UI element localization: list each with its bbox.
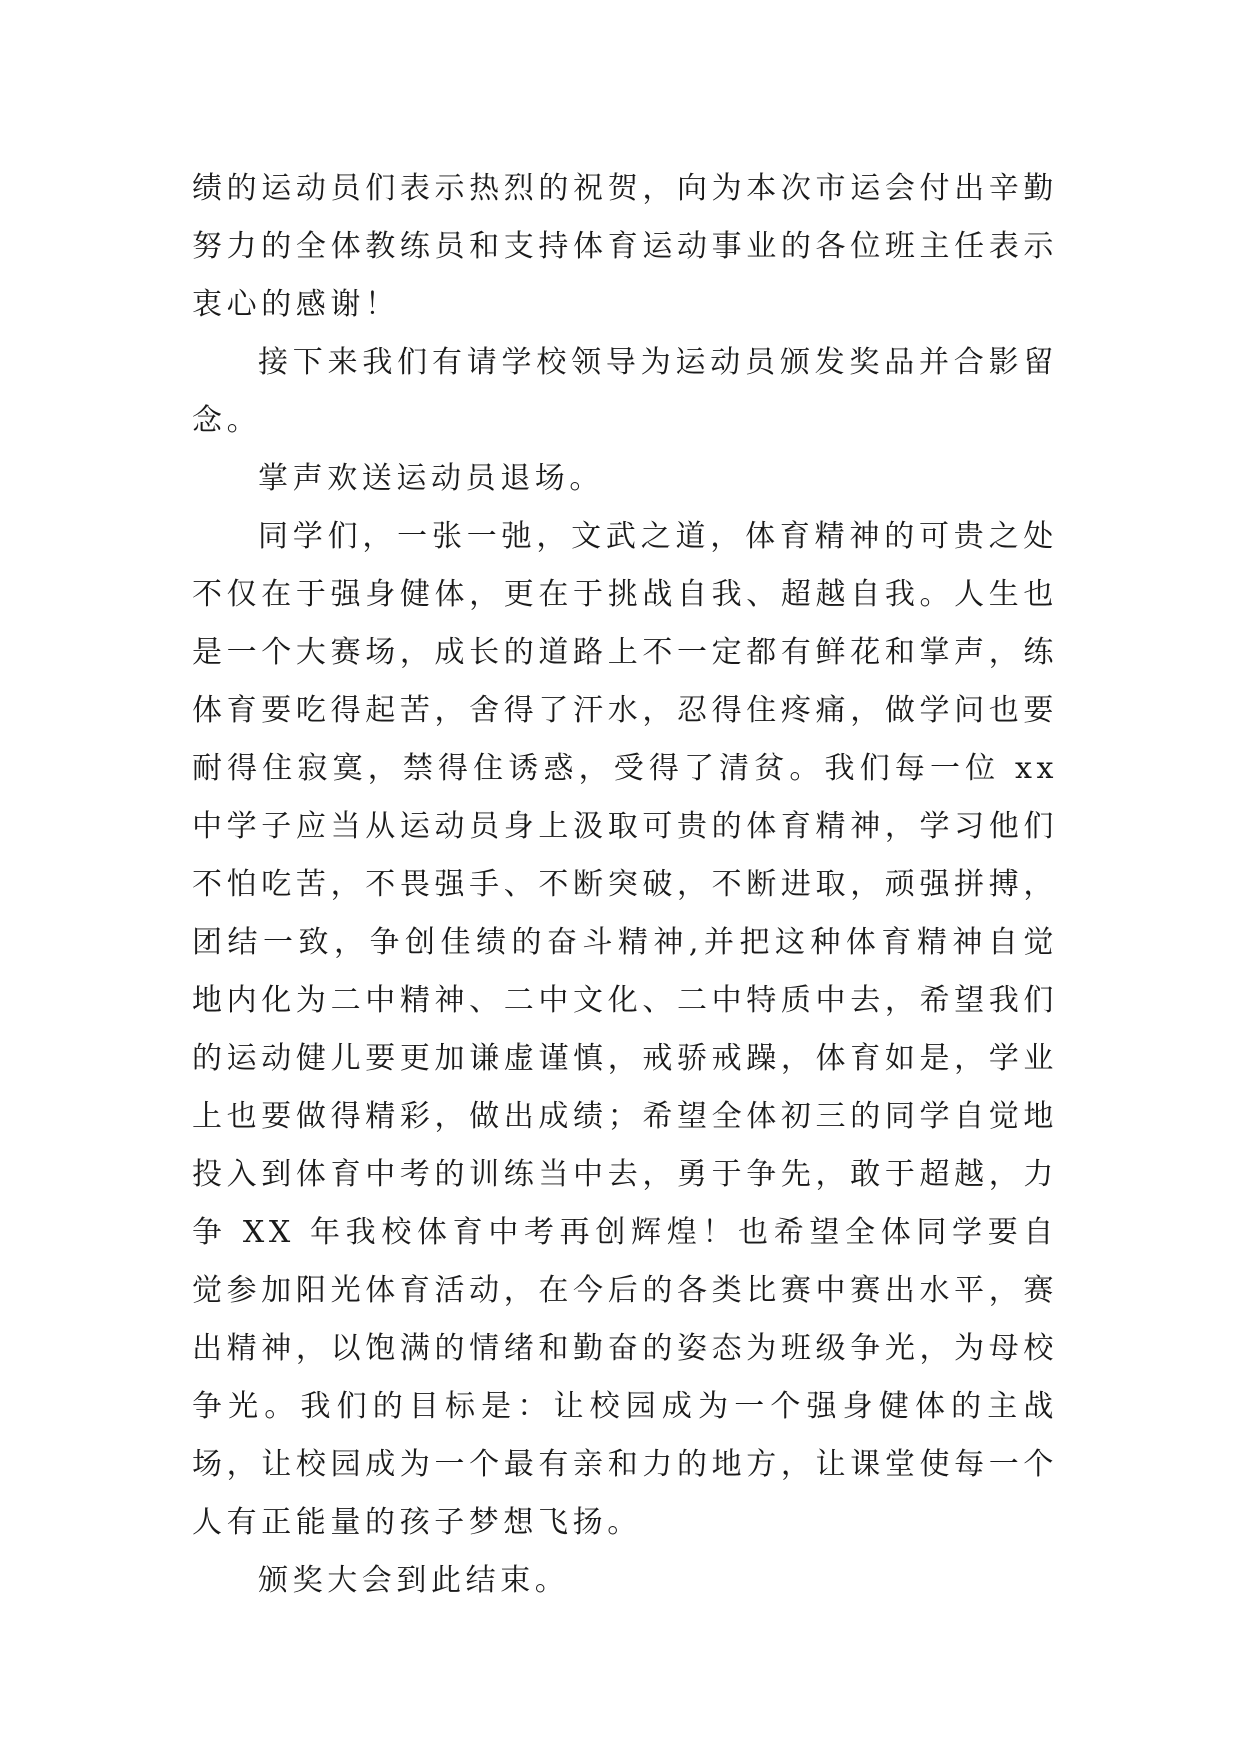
paragraph-4: 同学们，一张一弛，文武之道，体育精神的可贵之处不仅在于强身健体，更在于挑战自我、超越自我。人生也是一个大赛场，成长的道路上不一定都有鲜花和掌声，练体育要吃得起苦，舍得了汗水，忍得住疼痛，做学问也要耐得住寂寞，禁得住诱惑，受得了清贫。我们每一位 xx 中学子应当从运动员身上汲取可贵的体育精神，学习他们不怕吃苦，不畏强手、不断突破，不断进取，顽强拼搏，团结一致，争创佳绩的奋斗精神,并把这种体育精神自觉地内化为二中精神、二中文化、二中特质中去，希望我们的运动健儿要更加谦虚谨慎，戒骄戒躁，体育如是，学业上也要做得精彩，做出成绩；希望全体初三的同学自觉地投入到体育中考的训练当中去，勇于争先，敢于超越，力争 XX 年我校体育中考再创辉煌！也希望全体同学要自觉参加阳光体育活动，在今后的各类比赛中赛出水平，赛出精神，以饱满的情绪和勤奋的姿态为班级争光，为母校争光。我们的目标是：让校园成为一个强身健体的主战场，让校园成为一个最有亲和力的地方，让课堂使每一个人有正能量的孩子梦想飞扬。 [192, 519, 1058, 1540]
paragraph-1: 绩的运动员们表示热烈的祝贺，向为本次市运会付出辛勤努力的全体教练员和支持体育运动事业的各位班主任表示衷心的感谢！ [192, 171, 1058, 322]
paragraph-3: 掌声欢送运动员退场。 [258, 461, 604, 496]
paragraph-2: 接下来我们有请学校领导为运动员颁发奖品并合影留念。 [192, 345, 1058, 438]
document-body [192, 160, 1058, 1610]
paragraph-5: 颁奖大会到此结束。 [258, 1563, 570, 1598]
